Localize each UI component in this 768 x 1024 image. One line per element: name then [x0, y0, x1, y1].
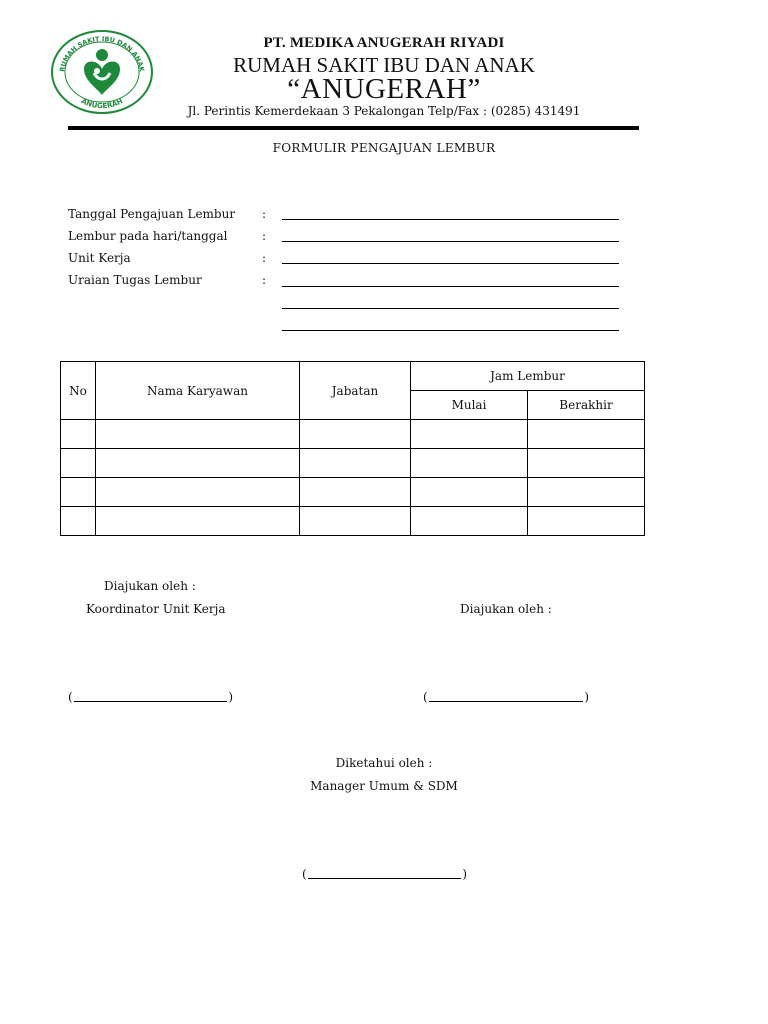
- overtime-table: [60, 361, 645, 536]
- signature-underline: [429, 701, 583, 702]
- submitter-signature-line[interactable]: [423, 690, 589, 704]
- signature-underline: [74, 701, 227, 702]
- header-start: Mulai: [411, 391, 528, 420]
- close-paren: ): [228, 690, 233, 704]
- table-row: [61, 478, 645, 507]
- table-cell[interactable]: [96, 478, 300, 507]
- manager-title: Manager Umum & SDM: [310, 779, 458, 793]
- submission-date-line[interactable]: [282, 219, 619, 220]
- submitted-by-label-right: Diajukan oleh :: [460, 602, 552, 616]
- table-cell[interactable]: [528, 478, 645, 507]
- field-label-overtime-date: Lembur pada hari/tanggal: [68, 229, 228, 243]
- field-label-submission-date: Tanggal Pengajuan Lembur: [68, 207, 236, 221]
- close-paren: ): [462, 867, 467, 881]
- table-cell[interactable]: [300, 478, 411, 507]
- table-cell[interactable]: [96, 449, 300, 478]
- hospital-name: “ANUGERAH”: [287, 73, 481, 105]
- task-description-line-2[interactable]: [282, 308, 619, 309]
- header-employee-name: Nama Karyawan: [96, 362, 300, 420]
- header-overtime-hours: Jam Lembur: [411, 362, 645, 391]
- table-row: [61, 507, 645, 536]
- table-cell[interactable]: [96, 507, 300, 536]
- header-divider: [68, 126, 639, 130]
- table-cell[interactable]: [61, 478, 96, 507]
- task-description-line-3[interactable]: [282, 330, 619, 331]
- table-cell[interactable]: [96, 420, 300, 449]
- acknowledged-by-label: Diketahui oleh :: [335, 756, 433, 770]
- table-cell[interactable]: [528, 420, 645, 449]
- logo-arc-text: RUMAH SAKIT IBU DAN ANAK: [58, 34, 146, 73]
- field-label-work-unit: Unit Kerja: [68, 251, 131, 265]
- close-paren: ): [584, 690, 589, 704]
- header-no: No: [61, 362, 96, 420]
- table-cell[interactable]: [61, 507, 96, 536]
- coordinator-title: Koordinator Unit Kerja: [86, 602, 226, 616]
- field-colon: :: [262, 251, 267, 265]
- table-cell[interactable]: [300, 449, 411, 478]
- table-row: [61, 449, 645, 478]
- field-colon: :: [262, 273, 267, 287]
- header-end: Berakhir: [528, 391, 645, 420]
- table-cell[interactable]: [300, 420, 411, 449]
- field-colon: :: [262, 207, 267, 221]
- table-cell[interactable]: [61, 420, 96, 449]
- table-cell[interactable]: [411, 449, 528, 478]
- hospital-address: Jl. Perintis Kemerdekaan 3 Pekalongan Telp/Fax : (0285) 431491: [187, 104, 581, 118]
- table-cell[interactable]: [528, 449, 645, 478]
- table-cell[interactable]: [300, 507, 411, 536]
- table-cell[interactable]: [61, 449, 96, 478]
- open-paren: (: [68, 690, 73, 704]
- work-unit-line[interactable]: [282, 263, 619, 264]
- company-name: PT. MEDIKA ANUGERAH RIYADI: [263, 35, 505, 51]
- coordinator-signature-line[interactable]: [68, 690, 233, 704]
- table-cell[interactable]: [411, 507, 528, 536]
- task-description-line-1[interactable]: [282, 286, 619, 287]
- table-cell[interactable]: [411, 478, 528, 507]
- open-paren: (: [302, 867, 307, 881]
- submitted-by-label-left: Diajukan oleh :: [104, 579, 196, 593]
- logo-arc-subtext: ANUGERAH: [79, 97, 125, 111]
- field-colon: :: [262, 229, 267, 243]
- form-title: FORMULIR PENGAJUAN LEMBUR: [272, 141, 496, 155]
- manager-signature-line[interactable]: [302, 867, 467, 881]
- header-position: Jabatan: [300, 362, 411, 420]
- table-row: [61, 420, 645, 449]
- table-cell[interactable]: [528, 507, 645, 536]
- open-paren: (: [423, 690, 428, 704]
- table-cell[interactable]: [411, 420, 528, 449]
- field-label-task-description: Uraian Tugas Lembur: [68, 273, 202, 287]
- hospital-type: RUMAH SAKIT IBU DAN ANAK: [233, 53, 535, 77]
- overtime-date-line[interactable]: [282, 241, 619, 242]
- signature-underline: [308, 878, 461, 879]
